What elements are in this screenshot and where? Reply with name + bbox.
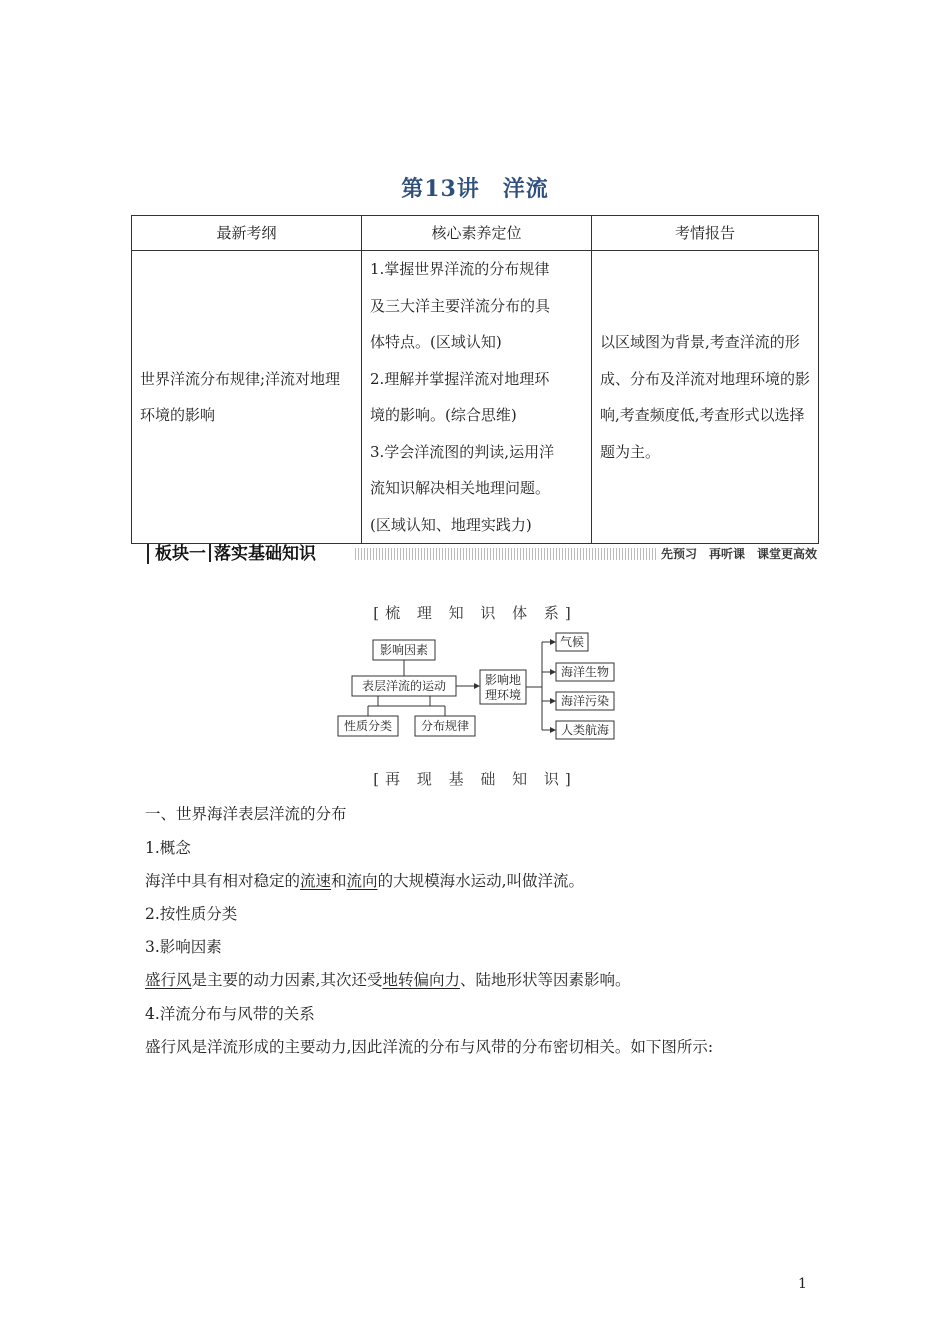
page-number: 1 [798, 1276, 807, 1292]
competency-line: 流知识解决相关地理问题。 [370, 479, 551, 497]
competency-line: 1.掌握世界洋流的分布规律 [370, 260, 550, 278]
banner-label: 板块一 落实基础知识 [155, 544, 316, 564]
section-banner [143, 542, 817, 566]
paragraph-factors: 盛行风是主要的动力因素,其次还受地转偏向力、陆地形状等因素影响。 [145, 971, 631, 989]
diagram-center: 表层洋流的运动 [361, 679, 447, 693]
table-cell-report: 以区域图为背景,考查洋流的形成、分布及洋流对地理环境的影响,考查频度低,考查形式以选择题为主。 [592, 251, 819, 544]
table-header: 核心素养定位 [362, 216, 592, 251]
diagram-impact-1: 影响地 [484, 673, 522, 687]
table-header: 最新考纲 [132, 216, 362, 251]
competency-line: 体特点。(区域认知) [370, 333, 502, 351]
page-title: 第13讲 洋流 [401, 176, 549, 202]
competency-line: (区域认知、地理实践力) [370, 515, 532, 534]
syllabus-table [131, 215, 819, 544]
section-heading-2: [再 现 基 础 知 识] [373, 770, 577, 788]
diagram-item: 海洋生物 [560, 665, 610, 679]
subheading-concept: 1.概念 [145, 839, 191, 857]
subheading-factors: 3.影响因素 [145, 938, 222, 956]
paragraph-concept: 海洋中具有相对稳定的流速和流向的大规模海水运动,叫做洋流。 [145, 872, 584, 890]
diagram-item: 海洋污染 [560, 694, 610, 708]
competency-line: 境的影响。(综合思维) [370, 406, 517, 424]
diagram-item: 气候 [559, 635, 585, 649]
table-cell-syllabus: 世界洋流分布规律;洋流对地理环境的影响 [132, 251, 362, 544]
diagram-item: 人类航海 [560, 723, 610, 737]
knowledge-diagram [330, 628, 620, 748]
diagram-factor: 影响因素 [379, 643, 429, 657]
diagram-rule: 分布规律 [420, 719, 470, 733]
diagram-nature: 性质分类 [343, 719, 393, 733]
paragraph-winds: 盛行风是洋流形成的主要动力,因此洋流的分布与风带的分布密切相关。如下图所示: [145, 1038, 714, 1056]
banner-hatch [355, 548, 657, 560]
competency-line: 及三大洋主要洋流分布的具 [370, 296, 551, 315]
subheading-winds: 4.洋流分布与风带的关系 [145, 1005, 315, 1023]
heading-distribution: 一、世界海洋表层洋流的分布 [145, 805, 347, 823]
section-heading-1: [梳 理 知 识 体 系] [373, 604, 577, 622]
subheading-nature: 2.按性质分类 [145, 905, 238, 923]
table-cell-competency [362, 251, 592, 544]
banner-tagline: 先预习 再听课 课堂更高效 [660, 547, 817, 561]
table-header: 考情报告 [592, 216, 819, 251]
diagram-impact-2: 理环境 [484, 688, 522, 702]
competency-line: 2.理解并掌握洋流对地理环 [370, 369, 550, 388]
banner-bar [147, 544, 149, 564]
competency-line: 3.学会洋流图的判读,运用洋 [370, 442, 555, 461]
